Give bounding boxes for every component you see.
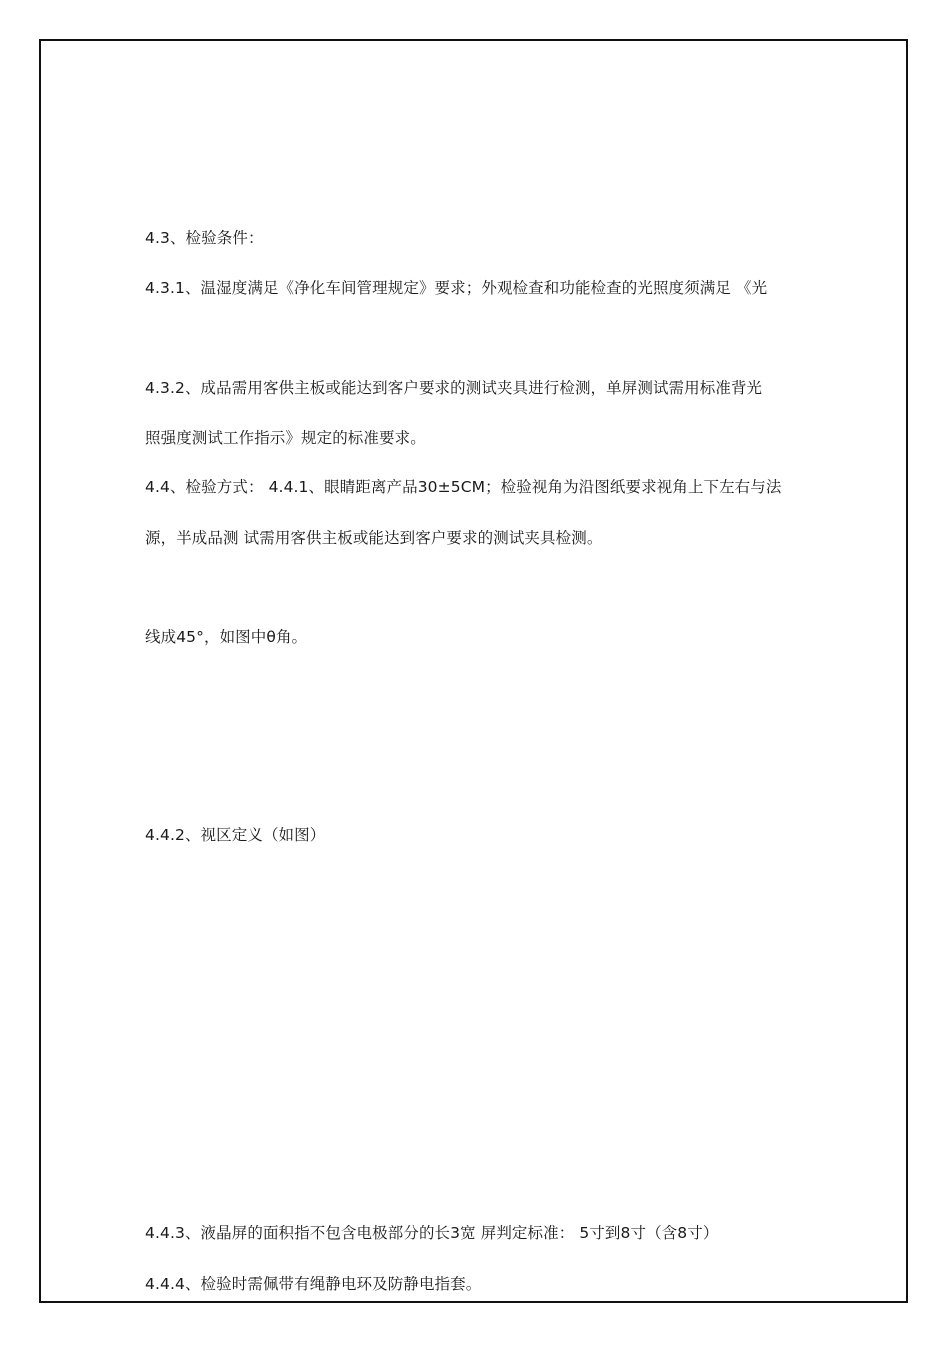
section-4-4-2 bbox=[145, 710, 815, 910]
text-line: 4.4.2、视区定义（如图） bbox=[145, 826, 326, 844]
section-4-4-4 bbox=[145, 1159, 815, 1359]
text-line: 4.4、检验方式： 4.4.1、眼睛距离产品30±5CM；检验视角为沿图纸要求视角上下左右与法 bbox=[145, 478, 782, 496]
text-line: 4.3.1、温湿度满足《净化车间管理规定》要求；外观检查和功能检查的光照度须满足 《光 bbox=[145, 279, 768, 297]
text-line: 源，半成品测 试需用客供主板或能达到客户要求的测试夹具检测。 bbox=[145, 529, 603, 547]
text-line: 4.4.3、液晶屏的面积指不包含电极部分的长3宽 屏判定标准： 5寸到8寸（含8寸） bbox=[145, 1224, 719, 1242]
text-line: 线成45°，如图中θ角。 bbox=[145, 628, 308, 646]
text-line: 4.3.2、成品需用客供主板或能达到客户要求的测试夹具进行检测，单屏测试需用标准背光 bbox=[145, 379, 763, 397]
text-line: 照强度测试工作指示》规定的标准要求。 bbox=[145, 429, 426, 447]
text-line: 4.3、检验条件： bbox=[145, 229, 264, 247]
text-line: 4.4.4、检验时需佩带有绳静电环及防静电指套。 bbox=[145, 1275, 482, 1293]
section-4-4 bbox=[145, 362, 815, 712]
